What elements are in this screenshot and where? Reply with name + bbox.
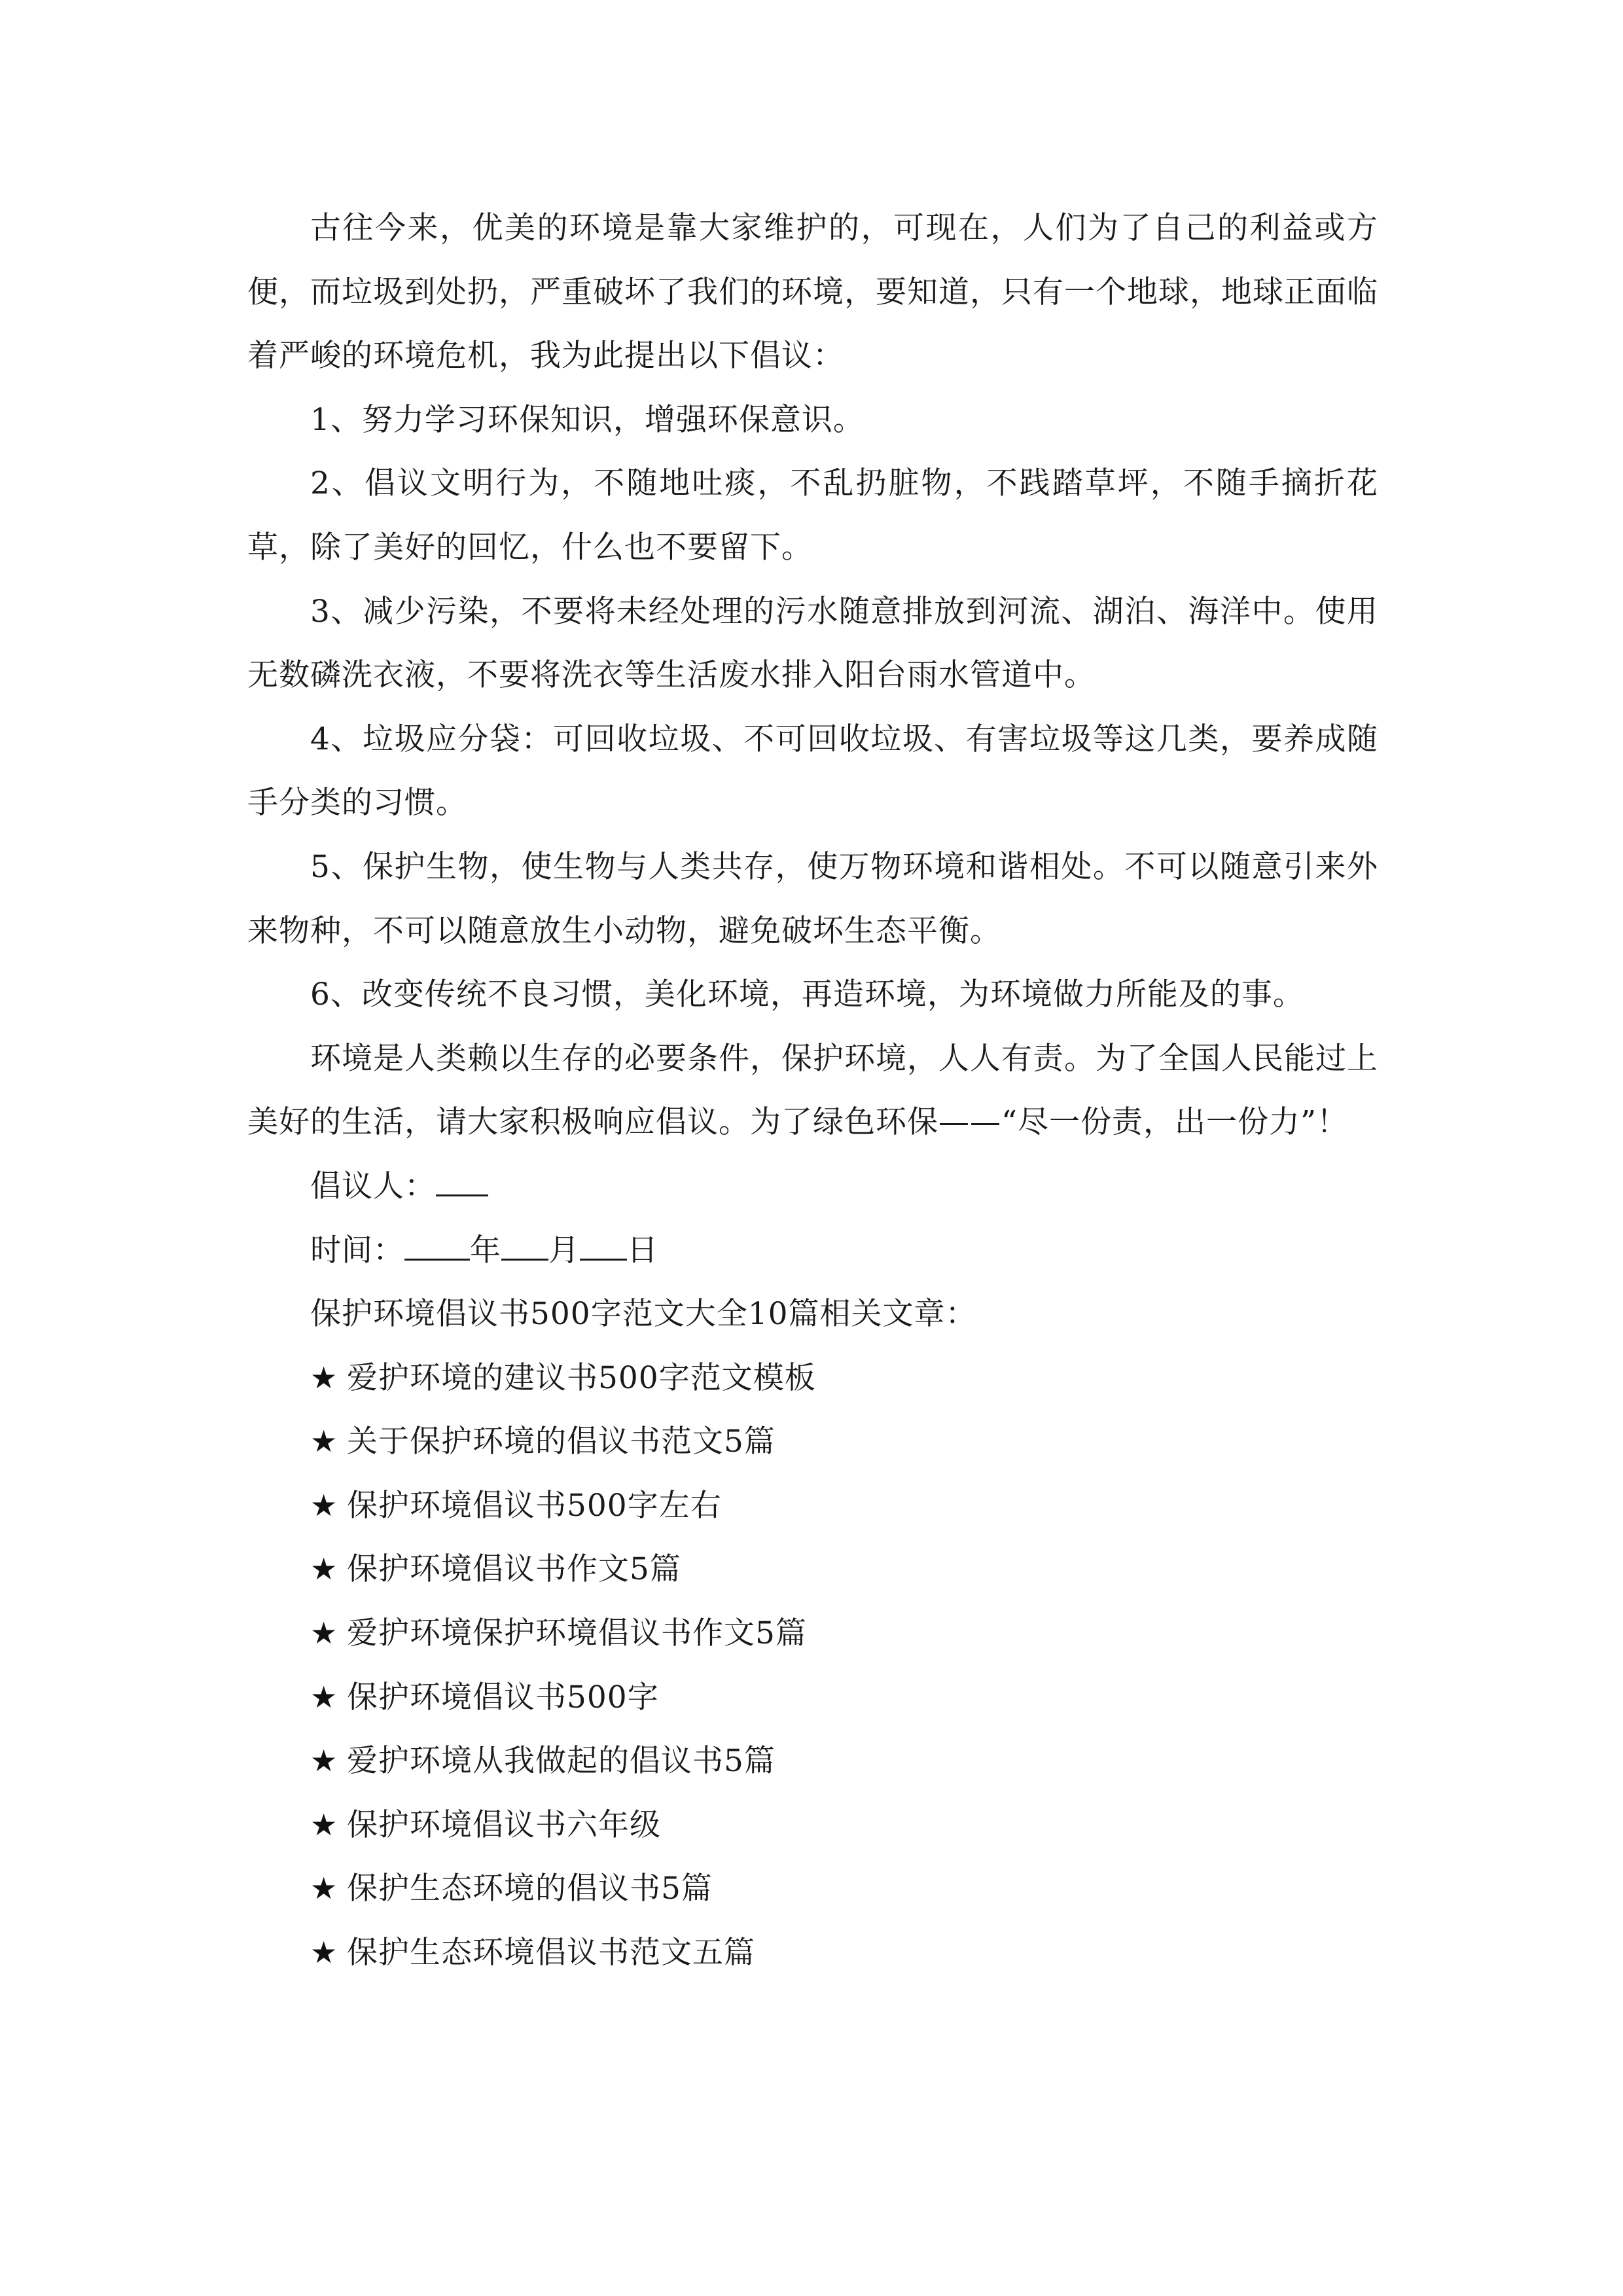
proposal-item: 4、垃圾应分袋：可回收垃圾、不可回收垃圾、有害垃圾等这几类，要养成随手分类的习惯。	[247, 721, 1378, 821]
proposal-item: 1、努力学习环保知识，增强环保意识。	[310, 401, 865, 438]
date-label: 时间：	[310, 1232, 404, 1268]
year-label: 年	[470, 1232, 501, 1268]
related-link-label: 保护环境倡议书六年级	[347, 1806, 661, 1843]
related-links-list	[247, 1346, 1378, 1985]
proposal-item: 2、倡议文明行为，不随地吐痰，不乱扔脏物，不践踏草坪，不随手摘折花草，除了美好的回忆，什么也不要留下。	[247, 465, 1378, 565]
related-link-label: 关于保护环境的倡议书范文5篇	[347, 1424, 776, 1460]
day-label: 日	[627, 1232, 658, 1268]
star-icon: ★	[310, 1487, 338, 1523]
related-link[interactable]	[247, 1410, 1378, 1474]
star-icon: ★	[310, 1935, 338, 1971]
star-icon: ★	[310, 1551, 338, 1587]
related-link-label: 爱护环境从我做起的倡议书5篇	[347, 1743, 776, 1780]
star-icon: ★	[310, 1806, 338, 1842]
related-link-label: 保护环境倡议书作文5篇	[347, 1551, 681, 1588]
related-link[interactable]	[247, 1729, 1378, 1793]
related-link-label: 保护生态环境的倡议书5篇	[347, 1871, 713, 1907]
related-link[interactable]	[247, 1474, 1378, 1538]
related-link[interactable]	[247, 1666, 1378, 1730]
proposal-item: 6、改变传统不良习惯，美化环境，再造环境，为环境做力所能及的事。	[310, 977, 1304, 1013]
month-blank	[501, 1229, 548, 1261]
star-icon: ★	[310, 1743, 338, 1779]
related-link[interactable]	[247, 1921, 1378, 1985]
star-icon: ★	[310, 1424, 338, 1460]
related-link-label: 保护生态环境倡议书范文五篇	[347, 1935, 755, 1971]
signer-blank	[436, 1164, 488, 1196]
proposal-item: 5、保护生物，使生物与人类共存，使万物环境和谐相处。不可以随意引来外来物种，不可以随意放生小动物，避免破坏生态平衡。	[247, 848, 1378, 949]
related-link-label: 爱护环境的建议书500字范文模板	[347, 1359, 816, 1396]
related-link[interactable]	[247, 1602, 1378, 1666]
related-heading: 保护环境倡议书500字范文大全10篇相关文章：	[310, 1296, 977, 1333]
signer-line	[247, 1155, 1378, 1219]
year-blank	[404, 1229, 470, 1261]
signer-label: 倡议人：	[310, 1168, 436, 1204]
related-link-label: 保护环境倡议书500字左右	[347, 1487, 722, 1524]
star-icon: ★	[310, 1359, 338, 1395]
related-link[interactable]	[247, 1793, 1378, 1857]
document-page	[247, 196, 1378, 1985]
day-blank	[580, 1229, 627, 1261]
date-line	[247, 1219, 1378, 1283]
closing-paragraph: 环境是人类赖以生存的必要条件，保护环境，人人有责。为了全国人民能过上美好的生活，请大家积极响应倡议。为了绿色环保——“尽一份责，出一份力”！	[247, 1040, 1378, 1141]
star-icon: ★	[310, 1871, 338, 1907]
intro-paragraph: 古往今来，优美的环境是靠大家维护的，可现在，人们为了自己的利益或方便，而垃圾到处扔，严重破坏了我们的环境，要知道，只有一个地球，地球正面临着严峻的环境危机，我为此提出以下倡议：	[247, 210, 1378, 374]
related-link[interactable]	[247, 1537, 1378, 1602]
related-link[interactable]	[247, 1857, 1378, 1921]
month-label: 月	[548, 1232, 580, 1268]
star-icon: ★	[310, 1679, 338, 1715]
proposal-item: 3、减少污染，不要将未经处理的污水随意排放到河流、湖泊、海洋中。使用无数磷洗衣液，不要将洗衣等生活废水排入阳台雨水管道中。	[247, 593, 1378, 694]
related-link-label: 爱护环境保护环境倡议书作文5篇	[347, 1615, 807, 1652]
related-link[interactable]	[247, 1346, 1378, 1410]
related-link-label: 保护环境倡议书500字	[347, 1679, 659, 1715]
star-icon: ★	[310, 1615, 338, 1651]
